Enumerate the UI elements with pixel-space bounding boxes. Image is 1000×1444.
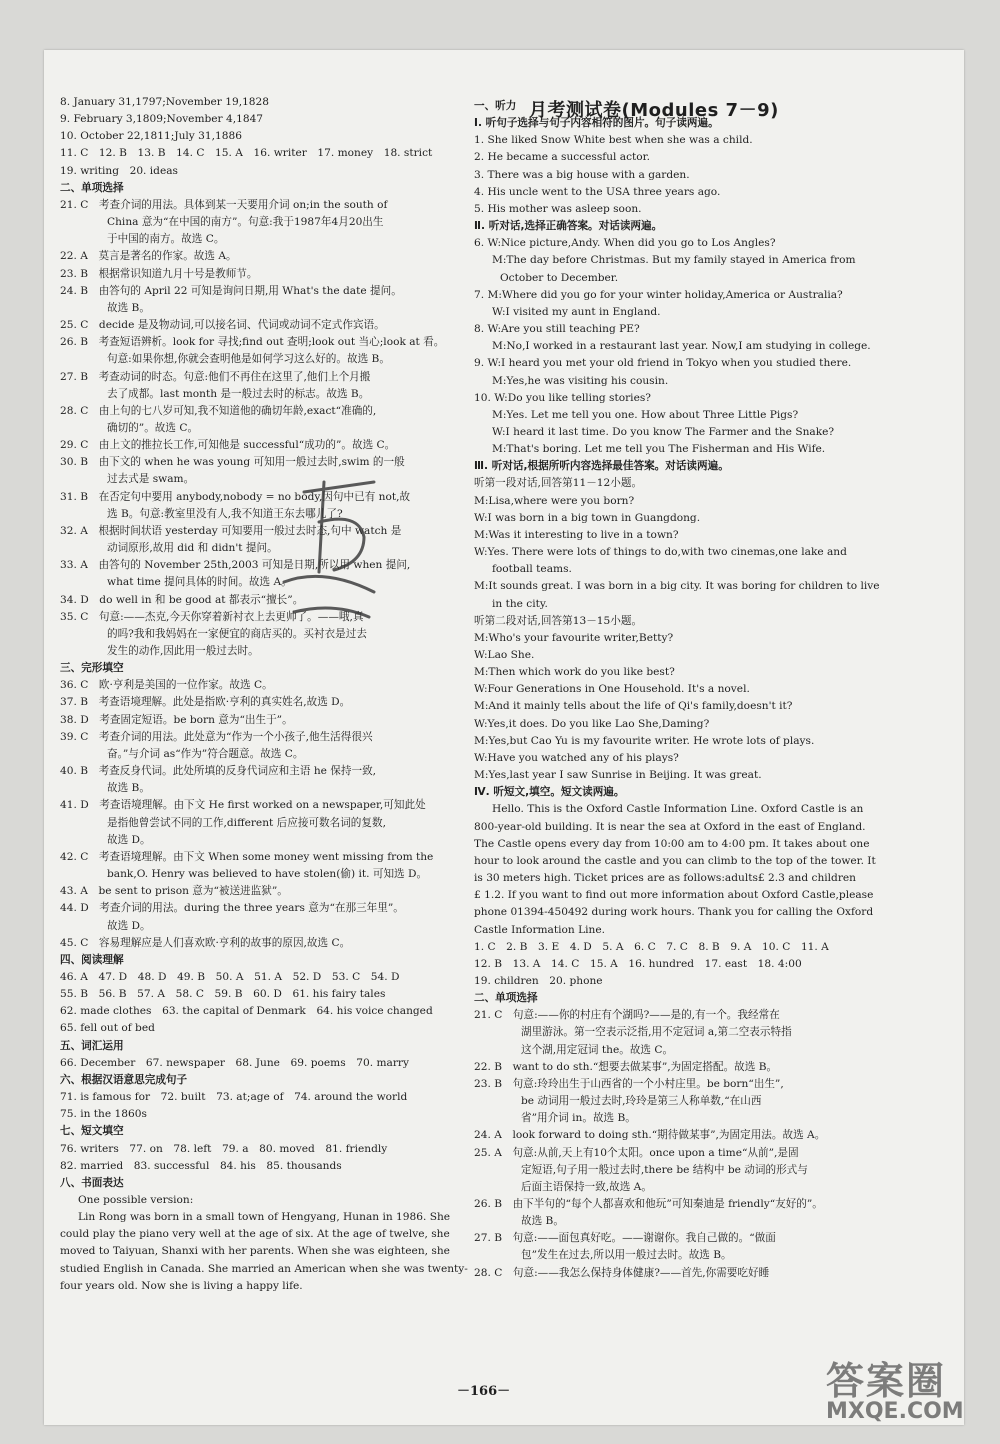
essay-line: four years old. Now she is living a happy life. — [60, 1279, 303, 1292]
script-line: 3. There was a big house with a garden. — [474, 168, 690, 181]
section-heading: 七、短文填空 — [60, 1125, 124, 1138]
answer-line: 28. C 由上句的七八岁可知,我不知道他的确切年龄,exact“准确的, — [60, 404, 377, 417]
script-line: 5. His mother was asleep soon. — [474, 202, 642, 215]
answer-line: 于中国的南方。故选 C。 — [107, 233, 225, 246]
answer-line: 故选 D。 — [107, 833, 151, 846]
script-line: M:And it mainly tells about the life of Qi's family,doesn't it? — [474, 700, 793, 713]
answer-line: 31. B 在否定句中要用 anybody,nobody = no body,因句中已有 not,故 — [60, 490, 411, 503]
section-heading: 二、单项选择 — [474, 992, 538, 1005]
essay-line: could play the piano very well at the age of six. At the age of twelve, she — [60, 1228, 450, 1241]
essay-line: Lin Rong was born in a small town of Hengyang, Hunan in 1986. She — [78, 1211, 451, 1224]
script-line: 9. W:I heard you met your old friend in Tokyo when you studied there. — [474, 357, 852, 370]
script-line: M:Lisa,where were you born? — [474, 494, 635, 507]
answer-line: 24. A look forward to doing sth.“期待做某事”,为固定用法。故选 A。 — [474, 1129, 826, 1142]
answer-line: 23. B 句意:玲玲出生于山西省的一个小村庄里。be born“出生”, — [474, 1077, 784, 1090]
answer-line: 76. writers 77. on 78. left 79. a 80. moved 81. friendly — [60, 1142, 388, 1155]
section-heading: 一、听力 — [474, 100, 517, 112]
answer-line: 43. A be sent to prison 意为“被送进监狱”。 — [60, 885, 288, 898]
answer-line: bank,O. Henry was believed to have stolen(偷) it. 可知选 D。 — [107, 868, 428, 881]
answer-line: 这个湖,用定冠词 the。故选 C。 — [521, 1043, 674, 1056]
answer-line: 12. B 13. A 14. C 15. A 16. hundred 17. east 18. 4:00 — [474, 957, 802, 970]
script-line: 4. His uncle went to the USA three years ago. — [474, 185, 721, 198]
answer-line: 26. B 由下半句的“每个人都喜欢和他玩”可知秦迪是 friendly“友好的”。 — [474, 1198, 823, 1210]
answer-line: 26. B 考查短语辨析。look for 寻找;find out 查明;look out 当心;look at 看。 — [60, 336, 445, 349]
script-line: 听第二段对话,回答第13－15小题。 — [474, 614, 643, 627]
answer-line: 65. fell out of bed — [60, 1022, 155, 1035]
script-line: 7. M:Where did you go for your winter holiday,America or Australia? — [474, 288, 843, 301]
site-watermark — [826, 1350, 964, 1424]
answer-line: 66. December 67. newspaper 68. June 69. poems 70. marry — [60, 1056, 409, 1069]
script-line: 6. W:Nice picture,Andy. When did you go to Los Angles? — [474, 237, 776, 250]
answer-line: 19. writing 20. ideas — [60, 164, 178, 177]
answer-line: 故选 D。 — [107, 919, 151, 932]
answer-line: 40. B 考查反身代词。此处所填的反身代词应和主语 he 保持一致, — [60, 765, 377, 778]
script-line: M:Then which work do you like best? — [474, 666, 675, 679]
watermark-logo: 答案圈 — [826, 1359, 947, 1403]
answer-line: 的吗?我和我妈妈在一家便宜的商店买的。买衬衣是过去 — [107, 627, 367, 640]
answer-line: 44. D 考查介词的用法。during the three years 意为“在那三年里”。 — [60, 902, 404, 915]
answer-line: 27. B 考查动词的时态。句意:他们不再住在这里了,他们上个月搬 — [60, 370, 371, 383]
answer-line: 故选 B。 — [521, 1215, 564, 1228]
answer-line: 定短语,句子用一般过去时,there be 结构中 be 动词的形式与 — [521, 1163, 808, 1176]
answer-line: 8. January 31,1797;November 19,1828 — [60, 96, 270, 108]
script-line: M:Yes,last year I saw Sunrise in Beijing. It was great. — [474, 769, 762, 782]
section-heading: 八、书面表达 — [60, 1176, 124, 1189]
answer-line: 9. February 3,1809;November 4,1847 — [60, 113, 264, 126]
script-line: 听第一段对话,回答第11－12小题。 — [474, 477, 643, 490]
answer-line: 发生的动作,因此用一般过去时。 — [107, 645, 259, 657]
script-line: M:Yes,but Cao Yu is my favourite writer. He wrote lots of plays. — [474, 734, 815, 747]
answer-line: 29. C 由上文的推拉长工作,可知他是 successful“成功的”。故选 C。 — [60, 439, 396, 452]
answer-line: 62. made clothes 63. the capital of Denmark 64. his voice changed — [60, 1005, 433, 1018]
script-line: football teams. — [492, 563, 572, 576]
section-heading: Ⅲ. 听对话,根据所听内容选择最佳答案。对话读两遍。 — [474, 460, 729, 473]
answer-line: 32. A 根据时间状语 yesterday 可知要用一般过去时态,句中 watch 是 — [60, 524, 402, 537]
answer-line: 后面主语保持一致,故选 A。 — [521, 1180, 652, 1193]
right-column — [474, 98, 914, 1282]
answer-line: China 意为“在中国的南方”。句意:我于1987年4月20出生 — [107, 216, 384, 229]
answer-line: 82. married 83. successful 84. his 85. thousands — [60, 1159, 342, 1172]
answer-line: 34. D do well in 和 be good at 都表示“擅长”。 — [60, 593, 304, 606]
script-line: M:Yes. Let me tell you one. How about Three Little Pigs? — [492, 408, 799, 421]
answer-line: 21. C 考查介词的用法。具体到某一天要用介词 on;in the south of — [60, 198, 388, 211]
answer-line: 39. C 考查介词的用法。此处意为“作为一个小孩子,他生活得很兴 — [60, 730, 373, 743]
answer-line: 28. C 句意:——我怎么保持身体健康?——首先,你需要吃好睡 — [474, 1266, 770, 1279]
essay-line: studied English in Canada. She married an American when she was twenty- — [60, 1262, 468, 1275]
answer-line: 71. is famous for 72. built 73. at;age of 74. around the world — [60, 1091, 408, 1104]
answer-line: 动词原形,故用 did 和 didn't 提问。 — [107, 542, 278, 555]
answer-line: 33. A 由答句的 November 25th,2003 可知是日期,所以用 when 提问, — [60, 559, 411, 572]
answer-line: 25. A 句意:从前,天上有10个太阳。once upon a time“从前”,是固 — [474, 1146, 799, 1159]
script-line: M:No,I worked in a restaurant last year. Now,I am studying in college. — [492, 340, 871, 353]
answer-line: 故选 B。 — [107, 301, 150, 314]
answer-line: 42. C 考查语境理解。由下文 When some money went missing from the — [60, 850, 434, 863]
answer-line: 25. C decide 是及物动词,可以接名词、代词或动词不定式作宾语。 — [60, 319, 385, 332]
script-line: Castle Information Line. — [474, 923, 605, 936]
answer-line: 22. B want to do sth.“想要去做某事”,为固定搭配。故选 B。 — [474, 1060, 778, 1073]
answer-line: 75. in the 1860s — [60, 1108, 147, 1121]
answer-line: 选 B。句意:教室里没有人,我不知道王东去哪儿了? — [107, 507, 343, 520]
section-heading: Ⅰ. 听句子选择与句子内容相符的图片。句子读两遍。 — [474, 117, 719, 130]
essay-line: moved to Taiyuan, Shanxi with her parents. When she was eighteen, she — [60, 1245, 450, 1258]
answer-line: 确切的”。故选 C。 — [107, 421, 199, 434]
page-title: 月考测试卷(Modules 7－9) — [529, 100, 779, 121]
answer-line: 35. C 句意:——杰克,今天你穿着新衬衣上去更帅了。——哦,真 — [60, 610, 364, 623]
answer-line: 19. children 20. phone — [474, 974, 603, 987]
script-line: 8. W:Are you still teaching PE? — [474, 323, 640, 336]
script-line: W:Lao She. — [474, 649, 535, 661]
page-number: －166－ — [457, 1384, 511, 1399]
answer-line: 包”发生在过去,所以用一般过去时。故选 B。 — [521, 1249, 732, 1262]
answer-line: 省”用介词 in。故选 B。 — [521, 1112, 636, 1125]
answer-line: 46. A 47. D 48. D 49. B 50. A 51. A 52. D 53. C 54. D — [60, 970, 400, 983]
answer-line: 24. B 由答句的 April 22 可知是询问日期,用 What's the date 提问。 — [60, 284, 402, 297]
section-heading: 六、根据汉语意思完成句子 — [60, 1073, 188, 1086]
answer-line: 1. C 2. B 3. E 4. D 5. A 6. C 7. C 8. B 9. A 10. C 11. A — [474, 940, 829, 953]
answer-line: 21. C 句意:——你的村庄有个湖吗?——是的,有一个。我经常在 — [474, 1009, 780, 1022]
answer-line: 奋。”与介词 as“作为”符合题意。故选 C。 — [107, 747, 304, 760]
script-line: W:I visited my aunt in England. — [492, 305, 661, 318]
section-heading: Ⅱ. 听对话,选择正确答案。对话读两遍。 — [474, 220, 663, 233]
script-line: M:Was it interesting to live in a town? — [474, 528, 679, 541]
answer-line: 句意:如果你想,你就会查明他是如何学习这么好的。故选 B。 — [107, 353, 390, 366]
answer-line: 38. D 考查固定短语。be born 意为“出生于”。 — [60, 713, 293, 726]
script-line: 10. W:Do you like telling stories? — [474, 391, 651, 404]
script-line: W:I heard it last time. Do you know The Farmer and the Snake? — [492, 425, 835, 438]
section-heading: 三、完形填空 — [60, 662, 124, 675]
answer-line: 30. B 由下文的 when he was young 可知用一般过去时,swim 的一般 — [60, 456, 405, 469]
script-line: M:Yes,he was visiting his cousin. — [492, 374, 669, 387]
answer-line: 41. D 考查语境理解。由下文 He first worked on a newspaper,可知此处 — [60, 799, 426, 812]
script-line: M:The day before Christmas. But my family stayed in America from — [492, 254, 856, 267]
answer-line: 36. C 欧·亨利是美国的一位作家。故选 C。 — [60, 679, 273, 692]
answer-line: 45. C 容易理解应是人们喜欢欧·亨利的故事的原因,故选 C。 — [60, 936, 351, 949]
script-line: W:Yes,it does. Do you like Lao She,Daming? — [474, 717, 710, 730]
script-line: £ 1.2. If you want to find out more information about Oxford Castle,please — [474, 889, 874, 902]
script-line: in the city. — [492, 597, 548, 610]
script-line: 2. He became a successful actor. — [474, 151, 650, 164]
script-line: M:That's boring. Let me tell you The Fisherman and His Wife. — [492, 443, 826, 456]
answer-line: 22. A 莫言是著名的作家。故选 A。 — [60, 250, 237, 263]
section-heading: Ⅳ. 听短文,填空。短文读两遍。 — [474, 786, 625, 799]
handwritten-scribble — [264, 452, 394, 632]
script-line: W:I was born in a big town in Guangdong. — [474, 511, 701, 524]
script-line: Hello. This is the Oxford Castle Information Line. Oxford Castle is an — [492, 803, 864, 816]
answer-line: be 动词用一般过去时,玲玲是第三人称单数,“在山西 — [521, 1095, 762, 1108]
answer-line: One possible version: — [78, 1194, 194, 1206]
script-line: phone 01394-450492 during work hours. Thank you for calling the Oxford — [474, 906, 874, 919]
section-heading: 二、单项选择 — [60, 181, 124, 194]
textbook-page — [44, 50, 964, 1425]
answer-line: 11. C 12. B 13. B 14. C 15. A 16. writer 17. money 18. strict — [60, 147, 433, 160]
section-heading: 四、阅读理解 — [60, 953, 124, 966]
script-line: 1. She liked Snow White best when she was a child. — [474, 134, 753, 147]
script-line: is 30 meters high. Ticket prices are as follows:adults£ 2.3 and children — [474, 872, 856, 885]
answer-line: 37. B 考查语境理解。此处是指欧·亨利的真实姓名,故选 D。 — [60, 696, 351, 709]
script-line: W:Have you watched any of his plays? — [474, 751, 679, 764]
script-line: W:Four Generations in One Household. It's a novel. — [474, 683, 750, 696]
answer-line: 55. B 56. B 57. A 58. C 59. B 60. D 61. his fairy tales — [60, 988, 386, 1001]
script-line: The Castle opens every day from 10:00 am to 4:00 pm. It takes about one — [474, 837, 870, 850]
script-line: M:Who's your favourite writer,Betty? — [474, 631, 674, 644]
answer-line: 故选 B。 — [107, 782, 150, 795]
answer-line: what time 提问具体的时间。故选 A。 — [107, 576, 292, 589]
left-column — [60, 94, 472, 1295]
answer-line: 10. October 22,1811;July 31,1886 — [60, 130, 242, 143]
answer-line: 去了成都。last month 是一般过去时的标志。故选 B。 — [107, 387, 370, 400]
script-line: W:Yes. There were lots of things to do,with two cinemas,one lake and — [474, 546, 847, 559]
answer-line: 是指他曾尝试不同的工作,different 后应接可数名词的复数, — [107, 816, 386, 829]
answer-line: 27. B 句意:——面包真好吃。——谢谢你。我自己做的。“做面 — [474, 1232, 776, 1245]
script-line: 800-year-old building. It is near the sea at Oxford in the east of England. — [474, 820, 866, 833]
answer-line: 湖里游泳。第一空表示泛指,用不定冠词 a,第二空表示特指 — [521, 1026, 792, 1039]
answer-line: 23. B 根据常识知道九月十号是教师节。 — [60, 267, 258, 280]
script-line: October to December. — [500, 271, 619, 284]
watermark-url: MXQE.COM — [826, 1399, 964, 1424]
section-heading: 五、词汇运用 — [60, 1039, 124, 1052]
answer-line: 过去式是 swam。 — [107, 473, 195, 486]
script-line: hour to look around the castle and you can climb to the top of the tower. It — [474, 854, 876, 867]
script-line: M:It sounds great. I was born in a big city. It was boring for children to live — [474, 580, 880, 593]
